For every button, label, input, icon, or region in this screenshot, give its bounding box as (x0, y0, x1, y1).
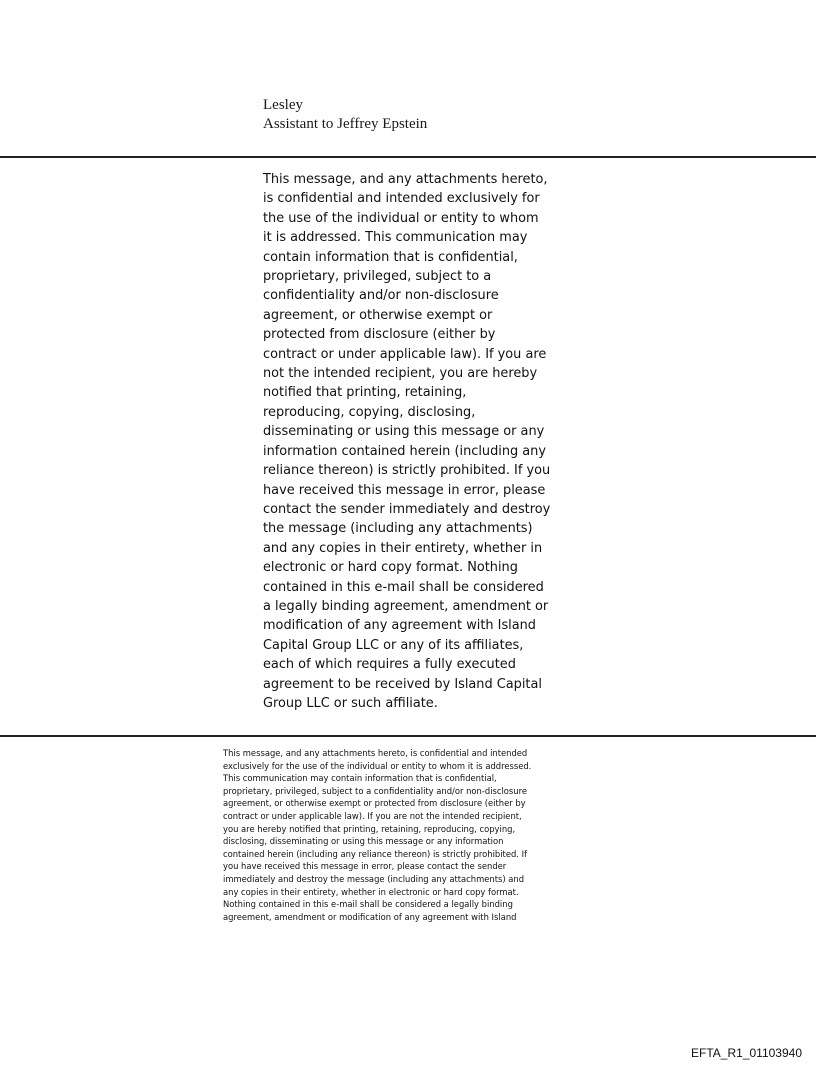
signature-title: Assistant to Jeffrey Epstein (263, 116, 428, 132)
disclaimer-line: exclusively for the use of the individual or entity to whom it is addressed. (223, 760, 532, 771)
disclaimer-line: any copies in their entirety, whether in electronic or hard copy format. (223, 886, 519, 897)
disclaimer-line: disclosing, disseminating or using this message or any information (223, 836, 504, 847)
disclaimer-line: This message, and any attachments hereto, (263, 172, 548, 187)
signature-name: Lesley (263, 97, 303, 113)
disclaimer-line: agreement, or otherwise exempt or (263, 307, 493, 323)
disclaimer-line: a legally binding agreement, amendment or (263, 598, 549, 614)
disclaimer-large (263, 170, 563, 713)
disclaimer-line: contract or under applicable law). If you are (263, 346, 547, 362)
disclaimer-line: the use of the individual or entity to whom (263, 210, 539, 226)
disclaimer-line: disseminating or using this message or any (263, 424, 545, 440)
disclaimer-line: agreement to be received by Island Capital (263, 676, 542, 692)
disclaimer-line: protected from disclosure (either by (263, 327, 496, 343)
disclaimer-line: This message, and any attachments hereto, is confidential and intended (223, 748, 528, 758)
disclaimer-line: Nothing contained in this e-mail shall be considered a legally binding (223, 899, 513, 910)
disclaimer-line: proprietary, privileged, subject to a (263, 269, 492, 285)
divider-top (0, 156, 816, 158)
disclaimer-line: contact the sender immediately and destroy (263, 501, 551, 517)
disclaimer-line: electronic or hard copy format. Nothing (263, 560, 518, 576)
divider-bottom (0, 735, 816, 737)
disclaimer-line: modification of any agreement with Island (263, 618, 536, 634)
disclaimer-line: the message (including any attachments) (263, 521, 533, 537)
disclaimer-line: Capital Group LLC or any of its affiliates, (263, 637, 524, 653)
disclaimer-line: Group LLC or such affiliate. (263, 695, 438, 711)
disclaimer-line: contained in this e-mail shall be considered (263, 579, 544, 595)
disclaimer-line: not the intended recipient, you are hereby (263, 366, 538, 382)
disclaimer-line: contained herein (including any reliance thereon) is strictly prohibited. If (223, 848, 528, 859)
disclaimer-line: and any copies in their entirety, whether in (263, 540, 543, 556)
disclaimer-line: contain information that is confidential, (263, 249, 518, 265)
disclaimer-line: contract or under applicable law). If you are not the intended recipient, (223, 810, 522, 821)
disclaimer-line: agreement, or otherwise exempt or protected from disclosure (either by (223, 798, 526, 809)
signature-block (263, 96, 427, 134)
disclaimer-small (223, 747, 603, 923)
disclaimer-line: reliance thereon) is strictly prohibited. If you (263, 463, 551, 479)
disclaimer-line: each of which requires a fully executed (263, 657, 516, 673)
disclaimer-line: confidentiality and/or non-disclosure (263, 288, 499, 304)
disclaimer-line: information contained herein (including any (263, 443, 546, 459)
disclaimer-line: you have received this message in error, please contact the sender (223, 861, 507, 872)
disclaimer-line: have received this message in error, please (263, 482, 546, 498)
disclaimer-line: immediately and destroy the message (including any attachments) and (223, 873, 525, 884)
disclaimer-line: reproducing, copying, disclosing, (263, 404, 476, 420)
disclaimer-line: This communication may contain information that is confidential, (223, 773, 497, 784)
disclaimer-line: you are hereby notified that printing, retaining, reproducing, copying, (223, 823, 516, 834)
disclaimer-line: agreement, amendment or modification of any agreement with Island (223, 911, 517, 922)
disclaimer-line: proprietary, privileged, subject to a confidentiality and/or non-disclosure (223, 785, 528, 796)
disclaimer-line: is confidential and intended exclusively for (263, 191, 540, 207)
bates-number: EFTA_R1_01103940 (691, 1046, 802, 1060)
disclaimer-line: it is addressed. This communication may (263, 230, 528, 246)
disclaimer-line: notified that printing, retaining, (263, 385, 467, 401)
